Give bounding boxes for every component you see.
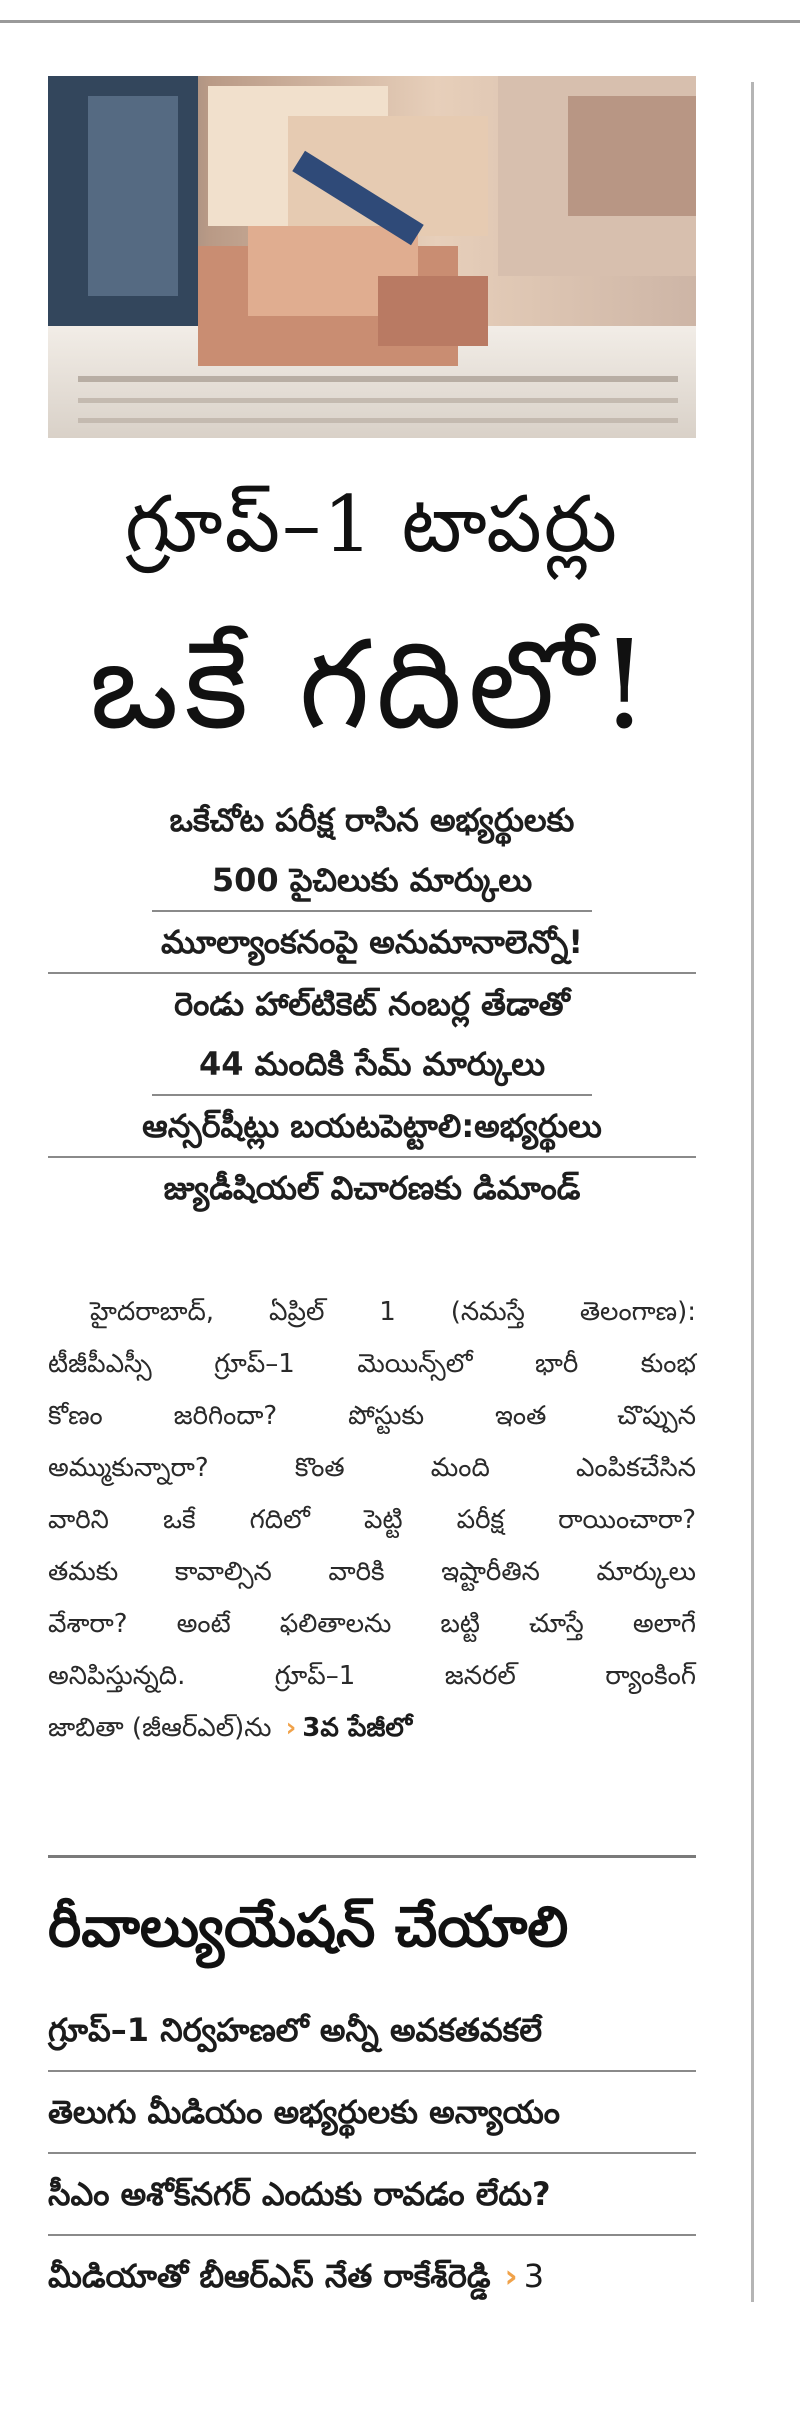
chevron-right-icon: ›	[285, 1713, 297, 1743]
body-line: హైదరాబాద్, ఏప్రిల్ 1 (నమస్తే తెలంగాణ):	[90, 1297, 696, 1327]
chevron-right-icon: ›	[504, 2257, 518, 2295]
story2-point-last	[48, 2236, 696, 2316]
story2-point: గ్రూప్–1 నిర్వహణలో అన్నీ అవకతవకలే	[48, 1990, 696, 2072]
column-rule	[751, 82, 754, 2302]
exam-photo	[48, 76, 696, 438]
deck-line: రెండు హాల్‌టికెట్ నంబర్ల తేడాతో	[174, 985, 570, 1023]
deck-line: 500 పైచిలుకు మార్కులు	[152, 850, 592, 912]
deck-list	[48, 790, 696, 1218]
body-last-text: జాబితా (జీఆర్‌ఎల్)ను	[48, 1713, 272, 1743]
headline-line-2: ఒకే గదిలో!	[89, 614, 655, 756]
deck-line: ఆన్సర్‌షీట్లు బయటపెట్టాలి:అభ్యర్థులు	[48, 1096, 696, 1158]
body-line: వేశారా? అంటే ఫలితాలను బట్టి చూస్తే అలాగే	[48, 1609, 696, 1639]
story2-point: తెలుగు మీడియం అభ్యర్థులకు అన్యాయం	[48, 2072, 696, 2154]
deck-line: ఒకేచోట పరీక్ష రాసిన అభ్యర్థులకు	[169, 801, 575, 839]
story2-point-text: మీడియాతో బీఆర్‌ఎస్ నేత రాకేశ్‌రెడ్డి	[48, 2257, 491, 2295]
deck-line: జ్యుడీషియల్ విచారణకు డిమాండ్	[163, 1169, 581, 1207]
story2-headline: రీవాల్యుయేషన్ చేయాలి	[48, 1895, 569, 1960]
story2-points	[48, 1990, 696, 2316]
top-rule	[0, 20, 800, 23]
body-line: వారిని ఒకే గదిలో పెట్టి పరీక్ష రాయించారా?	[48, 1505, 696, 1535]
deck-line: మూల్యాంకనంపై అనుమానాలెన్నో!	[48, 912, 696, 974]
article-body	[48, 1286, 696, 1754]
body-line: టీజీపీఎస్సీ గ్రూప్–1 మెయిన్స్‌లో భారీ కుంభ	[48, 1349, 696, 1379]
body-line: అనిపిస్తున్నది. గ్రూప్–1 జనరల్ ర్యాంకింగ్	[48, 1661, 696, 1691]
main-headline	[48, 450, 696, 780]
deck-line: 44 మందికి సేమ్ మార్కులు	[152, 1034, 592, 1096]
body-line: కోణం జరిగిందా? పోస్టుకు ఇంత చొప్పున	[48, 1401, 696, 1431]
story-separator	[48, 1855, 696, 1858]
story2-point: సీఎం అశోక్‌నగర్ ఎందుకు రావడం లేదు?	[48, 2154, 696, 2236]
body-line: తమకు కావాల్సిన వారికి ఇష్టారీతిన మార్కులు	[48, 1557, 696, 1587]
continued-page-link[interactable]: 3వ పేజీలో	[302, 1713, 413, 1743]
headline-line-1: గ్రూప్–1 టాపర్లు	[125, 480, 619, 570]
body-line-last	[48, 1702, 696, 1754]
body-line: అమ్ముకున్నారా? కొంత మంది ఎంపికచేసిన	[48, 1453, 696, 1483]
continued-page-number[interactable]: 3	[523, 2257, 545, 2295]
